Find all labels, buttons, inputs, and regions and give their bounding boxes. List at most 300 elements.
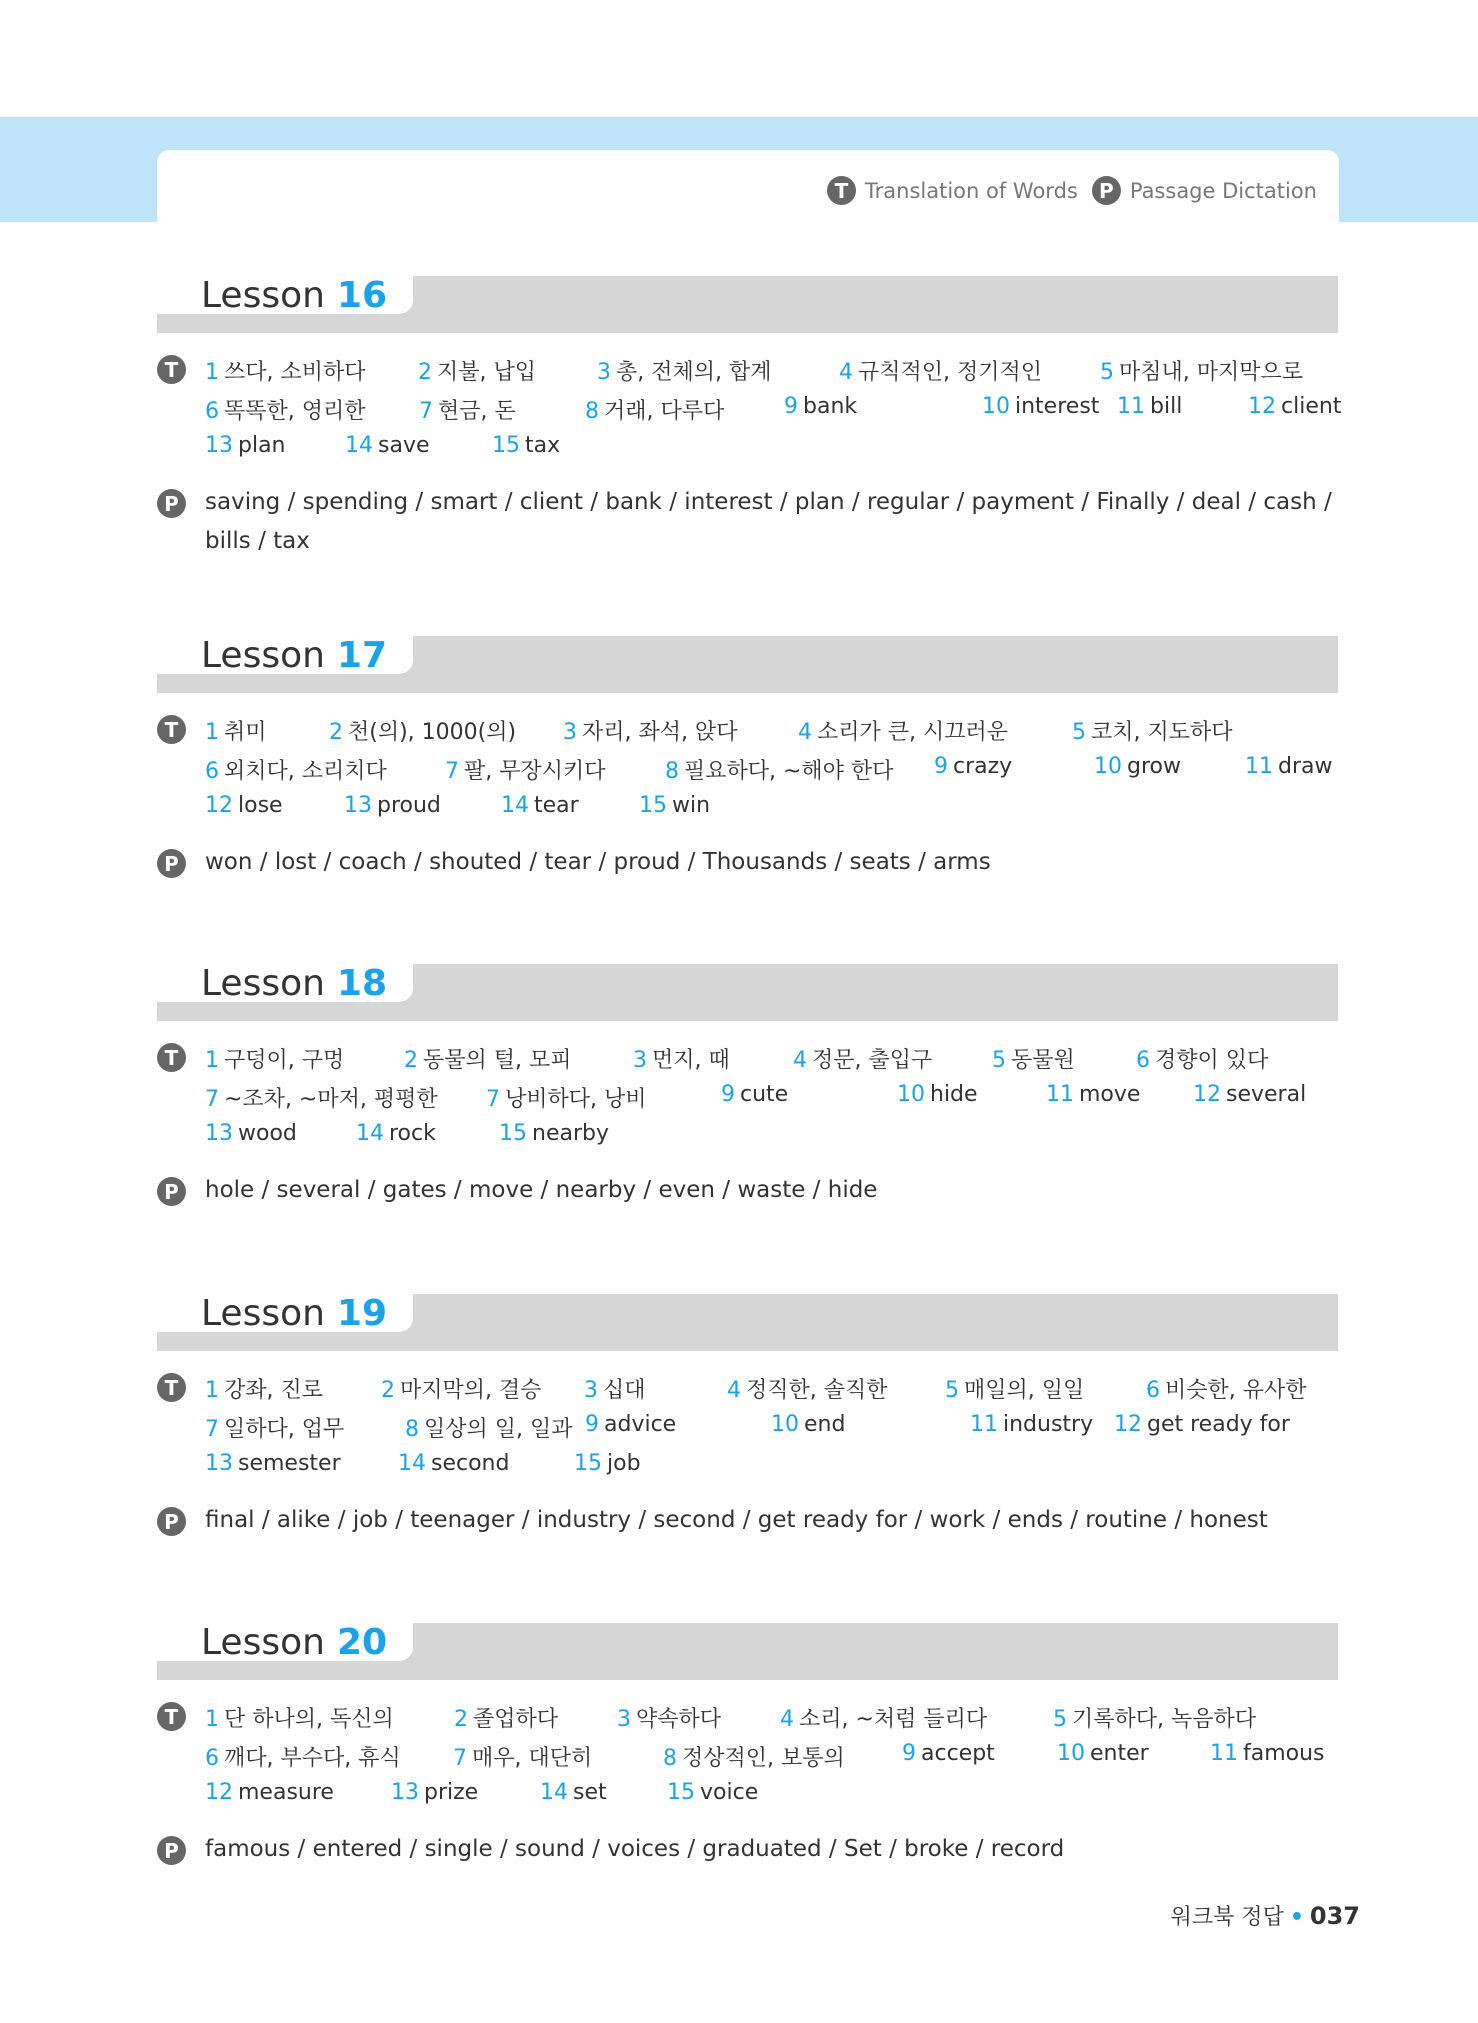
passage-text: final / alike / job / teenager / industry / second / get ready for / work / ends / routine / honest (205, 1507, 1268, 1533)
item-number: 7 (205, 1087, 219, 1112)
translation-block (157, 351, 1342, 468)
item-number: 15 (639, 793, 667, 818)
word-item (418, 355, 536, 386)
item-number: 1 (205, 720, 219, 745)
item-number: 4 (798, 720, 812, 745)
item-number: 11 (1210, 1741, 1238, 1766)
lesson-word: Lesson (201, 1621, 325, 1663)
item-text: 거래, 다루다 (604, 399, 725, 424)
lesson-number: 18 (336, 962, 388, 1004)
word-item (1046, 1082, 1140, 1107)
item-text: 소리가 큰, 시끄러운 (817, 720, 1008, 745)
word-item (329, 715, 516, 746)
item-number: 5 (945, 1378, 959, 1403)
p-badge-icon: P (1092, 176, 1121, 205)
item-number: 11 (1117, 394, 1145, 419)
item-text: hide (930, 1082, 978, 1107)
item-number: 13 (344, 793, 372, 818)
word-item (499, 1121, 609, 1146)
t-badge-icon: T (157, 715, 186, 744)
word-item (501, 793, 579, 818)
item-text: plan (238, 433, 286, 458)
word-item (453, 1741, 592, 1772)
word-item (486, 1082, 647, 1113)
item-text: 취미 (224, 720, 267, 745)
item-number: 12 (205, 793, 233, 818)
item-number: 5 (1072, 720, 1086, 745)
item-text: 소리, ~처럼 들리다 (799, 1707, 988, 1732)
item-number: 7 (445, 759, 459, 784)
word-item (205, 715, 267, 746)
word-item (405, 1412, 573, 1443)
word-item (727, 1373, 888, 1404)
p-badge-icon: P (157, 849, 186, 878)
translation-row (157, 1078, 1338, 1117)
word-item (945, 1373, 1084, 1404)
item-text: 정직한, 솔직한 (746, 1378, 888, 1403)
word-item (1053, 1702, 1256, 1733)
item-text: grow (1127, 754, 1181, 779)
item-text: win (672, 793, 711, 818)
word-item (205, 1412, 344, 1443)
item-text: 마지막의, 결승 (400, 1378, 542, 1403)
item-number: 7 (205, 1417, 219, 1442)
passage-text: famous / entered / single / sound / voices / graduated / Set / broke / record (205, 1836, 1065, 1862)
item-text: 정상적인, 보통의 (682, 1746, 845, 1771)
lesson-header-bar (157, 964, 1338, 1021)
item-number: 3 (617, 1707, 631, 1732)
word-item (205, 1451, 341, 1476)
item-text: famous (1243, 1741, 1325, 1766)
passage-text: saving / spending / smart / client / bank / interest / plan / regular / payment / Finally / deal / cash / bills / tax (205, 489, 1332, 554)
lesson-section (157, 1294, 1338, 1540)
item-text: rock (389, 1121, 436, 1146)
p-badge-icon: P (157, 489, 186, 518)
passage-text: won / lost / coach / shouted / tear / proud / Thousands / seats / arms (205, 849, 991, 875)
item-number: 13 (391, 1780, 419, 1805)
item-number: 10 (897, 1082, 925, 1107)
item-text: semester (238, 1451, 341, 1476)
lesson-section (157, 964, 1338, 1210)
word-item (205, 394, 366, 425)
word-item (381, 1373, 542, 1404)
t-badge-icon: T (157, 1702, 186, 1731)
lesson-word: Lesson (201, 274, 325, 316)
item-number: 12 (1193, 1082, 1221, 1107)
translation-block (157, 711, 1338, 828)
item-text: enter (1090, 1741, 1149, 1766)
lesson-number: 16 (336, 274, 388, 316)
translation-block (157, 1039, 1338, 1156)
item-text: 약속하다 (636, 1707, 722, 1732)
page-number: 037 (1309, 1902, 1360, 1930)
translation-block (157, 1369, 1338, 1486)
item-number: 10 (982, 394, 1010, 419)
word-item (1210, 1741, 1325, 1766)
item-number: 1 (205, 1378, 219, 1403)
item-text: 지불, 납입 (437, 360, 536, 385)
item-text: job (607, 1451, 641, 1476)
item-number: 15 (667, 1780, 695, 1805)
item-number: 7 (486, 1087, 500, 1112)
item-text: set (573, 1780, 607, 1805)
translation-row (157, 1117, 1338, 1156)
item-number: 9 (721, 1082, 735, 1107)
item-text: 팔, 무장시키다 (464, 759, 606, 784)
item-number: 9 (784, 394, 798, 419)
passage-row (157, 483, 1338, 561)
item-number: 7 (453, 1746, 467, 1771)
item-number: 1 (205, 1707, 219, 1732)
item-number: 12 (205, 1780, 233, 1805)
item-number: 10 (1057, 1741, 1085, 1766)
word-item (205, 1082, 438, 1113)
translation-row (157, 1737, 1338, 1776)
lesson-section (157, 274, 1342, 561)
word-item (585, 394, 724, 425)
item-text: lose (238, 793, 283, 818)
word-item (492, 433, 560, 458)
passage-row (157, 1501, 1338, 1540)
item-text: nearby (532, 1121, 609, 1146)
word-item (663, 1741, 845, 1772)
item-number: 11 (970, 1412, 998, 1437)
word-item (639, 793, 710, 818)
item-text: bank (803, 394, 858, 419)
word-item (1072, 715, 1233, 746)
translation-row (157, 429, 1338, 468)
lesson-word: Lesson (201, 634, 325, 676)
legend (827, 176, 1317, 205)
lesson-number: 20 (336, 1621, 388, 1663)
item-number: 11 (1245, 754, 1273, 779)
item-text: 깨다, 부수다, 휴식 (224, 1746, 401, 1771)
item-number: 5 (992, 1048, 1006, 1073)
word-item (205, 754, 387, 785)
word-item (934, 754, 1012, 779)
item-number: 12 (1248, 394, 1276, 419)
item-number: 4 (793, 1048, 807, 1073)
item-text: 총, 전체의, 합계 (616, 360, 772, 385)
lesson-title (157, 276, 413, 314)
item-number: 15 (574, 1451, 602, 1476)
item-number: 3 (563, 720, 577, 745)
word-item (563, 715, 738, 746)
word-item (1245, 754, 1332, 779)
item-text: ~조차, ~마저, 평평한 (224, 1087, 438, 1112)
lesson-number: 19 (336, 1292, 388, 1334)
item-text: get ready for (1147, 1412, 1290, 1437)
word-item (1193, 1082, 1306, 1107)
item-text: 동물원 (1011, 1048, 1075, 1073)
legend-translation-label: Translation of Words (864, 178, 1078, 203)
item-number: 2 (381, 1378, 395, 1403)
item-text: 규칙적인, 정기적인 (858, 360, 1043, 385)
word-item (454, 1702, 558, 1733)
item-number: 6 (1146, 1378, 1160, 1403)
word-item (419, 394, 516, 425)
item-text: 일상의 일, 일과 (424, 1417, 573, 1442)
word-item (633, 1043, 730, 1074)
item-text: end (804, 1412, 846, 1437)
lesson-word: Lesson (201, 1292, 325, 1334)
passage-row (157, 843, 1338, 882)
word-item (721, 1082, 788, 1107)
item-number: 9 (902, 1741, 916, 1766)
item-text: second (431, 1451, 510, 1476)
item-text: tax (525, 433, 561, 458)
item-number: 9 (934, 754, 948, 779)
item-text: move (1079, 1082, 1141, 1107)
item-number: 5 (1100, 360, 1114, 385)
item-text: 매일의, 일일 (964, 1378, 1085, 1403)
item-text: 정문, 출입구 (812, 1048, 933, 1073)
item-number: 8 (663, 1746, 677, 1771)
legend-dictation-label: Passage Dictation (1129, 178, 1317, 203)
item-text: 먼지, 때 (652, 1048, 730, 1073)
item-number: 7 (419, 399, 433, 424)
translation-row (157, 1698, 1338, 1737)
item-text: client (1281, 394, 1342, 419)
translation-row (157, 1447, 1338, 1486)
word-item (771, 1412, 845, 1437)
item-number: 14 (398, 1451, 426, 1476)
item-number: 13 (205, 1121, 233, 1146)
header-card (157, 150, 1339, 225)
item-text: 기록하다, 녹음하다 (1072, 1707, 1257, 1732)
item-text: accept (921, 1741, 995, 1766)
word-item (584, 1373, 646, 1404)
word-item (665, 754, 893, 785)
word-item (344, 793, 441, 818)
item-number: 10 (771, 1412, 799, 1437)
item-number: 12 (1114, 1412, 1142, 1437)
item-number: 8 (405, 1417, 419, 1442)
word-item (445, 754, 606, 785)
item-text: 필요하다, ~해야 한다 (684, 759, 894, 784)
word-item (784, 394, 857, 419)
item-text: wood (238, 1121, 297, 1146)
item-text: 졸업하다 (473, 1707, 559, 1732)
item-text: 천(의), 1000(의) (348, 720, 517, 745)
item-text: 경향이 있다 (1155, 1048, 1269, 1073)
translation-row (157, 390, 1342, 429)
item-number: 14 (540, 1780, 568, 1805)
word-item (585, 1412, 676, 1437)
word-item (205, 793, 283, 818)
item-number: 14 (345, 433, 373, 458)
word-item (574, 1451, 641, 1476)
word-item (1114, 1412, 1290, 1437)
word-item (1117, 394, 1182, 419)
lesson-section (157, 1623, 1338, 1869)
word-item (992, 1043, 1075, 1074)
word-item (1146, 1373, 1307, 1404)
item-text: crazy (953, 754, 1013, 779)
item-number: 14 (501, 793, 529, 818)
item-text: 일하다, 업무 (224, 1417, 345, 1442)
word-item (902, 1741, 995, 1766)
lesson-word: Lesson (201, 962, 325, 1004)
word-item (667, 1780, 758, 1805)
word-item (617, 1702, 721, 1733)
word-item (1094, 754, 1181, 779)
word-item (205, 433, 286, 458)
translation-row (157, 1039, 1338, 1078)
item-text: 외치다, 소리치다 (224, 759, 387, 784)
lesson-header-bar (157, 1294, 1338, 1351)
item-number: 2 (418, 360, 432, 385)
item-text: 자리, 좌석, 앉다 (582, 720, 738, 745)
word-item (391, 1780, 478, 1805)
item-number: 9 (585, 1412, 599, 1437)
lesson-header-bar (157, 636, 1338, 693)
lesson-section (157, 636, 1338, 882)
word-item (205, 1702, 394, 1733)
item-text: 동물의 털, 모피 (423, 1048, 572, 1073)
word-item (398, 1451, 509, 1476)
item-number: 1 (205, 360, 219, 385)
translation-row (157, 1369, 1338, 1408)
lesson-number: 17 (336, 634, 388, 676)
p-badge-icon: P (157, 1836, 186, 1865)
word-item (205, 355, 366, 386)
word-item (839, 355, 1042, 386)
lesson-header-bar (157, 276, 1338, 333)
t-badge-icon: T (157, 355, 186, 384)
word-item (897, 1082, 978, 1107)
t-badge-icon: T (827, 176, 856, 205)
page-footer (1171, 1900, 1360, 1931)
word-item (1057, 1741, 1149, 1766)
item-text: advice (604, 1412, 677, 1437)
word-item (1100, 355, 1303, 386)
word-item (205, 1373, 323, 1404)
translation-block (157, 1698, 1338, 1815)
t-badge-icon: T (157, 1373, 186, 1402)
word-item (540, 1780, 607, 1805)
item-number: 1 (205, 1048, 219, 1073)
item-number: 15 (499, 1121, 527, 1146)
lesson-title (157, 1294, 413, 1332)
item-text: 매우, 대단히 (472, 1746, 593, 1771)
word-item (597, 355, 772, 386)
passage-row (157, 1830, 1338, 1869)
word-item (404, 1043, 572, 1074)
item-number: 3 (597, 360, 611, 385)
item-text: 코치, 지도하다 (1091, 720, 1233, 745)
lesson-title (157, 636, 413, 674)
word-item (793, 1043, 932, 1074)
item-number: 4 (727, 1378, 741, 1403)
word-item (205, 1741, 401, 1772)
item-text: 쓰다, 소비하다 (224, 360, 366, 385)
passage-text: hole / several / gates / move / nearby / even / waste / hide (205, 1177, 878, 1203)
item-text: 십대 (603, 1378, 646, 1403)
lesson-header-bar (157, 1623, 1338, 1680)
translation-row (157, 1776, 1338, 1815)
translation-row (157, 351, 1338, 390)
item-text: draw (1278, 754, 1333, 779)
item-number: 13 (205, 1451, 233, 1476)
item-text: 비슷한, 유사한 (1165, 1378, 1307, 1403)
item-number: 5 (1053, 1707, 1067, 1732)
translation-row (157, 711, 1338, 750)
lesson-title (157, 1623, 413, 1661)
word-item (1136, 1043, 1268, 1074)
translation-row (157, 750, 1338, 789)
item-number: 10 (1094, 754, 1122, 779)
translation-row (157, 789, 1338, 828)
item-text: 낭비하다, 낭비 (505, 1087, 647, 1112)
item-text: tear (534, 793, 579, 818)
item-text: cute (740, 1082, 789, 1107)
word-item (356, 1121, 436, 1146)
p-badge-icon: P (157, 1507, 186, 1536)
item-text: 마침내, 마지막으로 (1119, 360, 1304, 385)
passage-row (157, 1171, 1338, 1210)
item-text: industry (1003, 1412, 1094, 1437)
item-number: 11 (1046, 1082, 1074, 1107)
item-text: 강좌, 진로 (224, 1378, 323, 1403)
item-text: interest (1015, 394, 1100, 419)
word-item (205, 1043, 344, 1074)
item-text: proud (377, 793, 441, 818)
item-number: 6 (205, 399, 219, 424)
item-text: measure (238, 1780, 334, 1805)
item-number: 8 (585, 399, 599, 424)
word-item (982, 394, 1099, 419)
footer-label: 워크북 정답 (1170, 1905, 1284, 1930)
word-item (970, 1412, 1093, 1437)
item-text: several (1226, 1082, 1307, 1107)
item-number: 6 (205, 759, 219, 784)
item-number: 2 (404, 1048, 418, 1073)
word-item (1248, 394, 1341, 419)
p-badge-icon: P (157, 1177, 186, 1206)
item-text: save (378, 433, 430, 458)
item-number: 13 (205, 433, 233, 458)
item-text: prize (424, 1780, 479, 1805)
item-text: 똑똑한, 영리한 (224, 399, 366, 424)
legend-dictation (1092, 176, 1317, 205)
word-item (205, 1121, 297, 1146)
item-number: 3 (584, 1378, 598, 1403)
item-text: bill (1150, 394, 1183, 419)
item-number: 4 (780, 1707, 794, 1732)
word-item (205, 1780, 334, 1805)
lesson-title (157, 964, 413, 1002)
item-number: 3 (633, 1048, 647, 1073)
item-number: 6 (205, 1746, 219, 1771)
item-number: 14 (356, 1121, 384, 1146)
legend-translation (827, 176, 1078, 205)
word-item (345, 433, 430, 458)
word-item (780, 1702, 987, 1733)
item-number: 6 (1136, 1048, 1150, 1073)
item-text: 단 하나의, 독신의 (224, 1707, 394, 1732)
item-number: 2 (454, 1707, 468, 1732)
footer-separator: • (1289, 1905, 1304, 1930)
item-number: 15 (492, 433, 520, 458)
item-number: 2 (329, 720, 343, 745)
t-badge-icon: T (157, 1043, 186, 1072)
item-text: 구덩이, 구멍 (224, 1048, 345, 1073)
item-text: 현금, 돈 (438, 399, 516, 424)
item-number: 4 (839, 360, 853, 385)
item-text: voice (700, 1780, 759, 1805)
item-number: 8 (665, 759, 679, 784)
